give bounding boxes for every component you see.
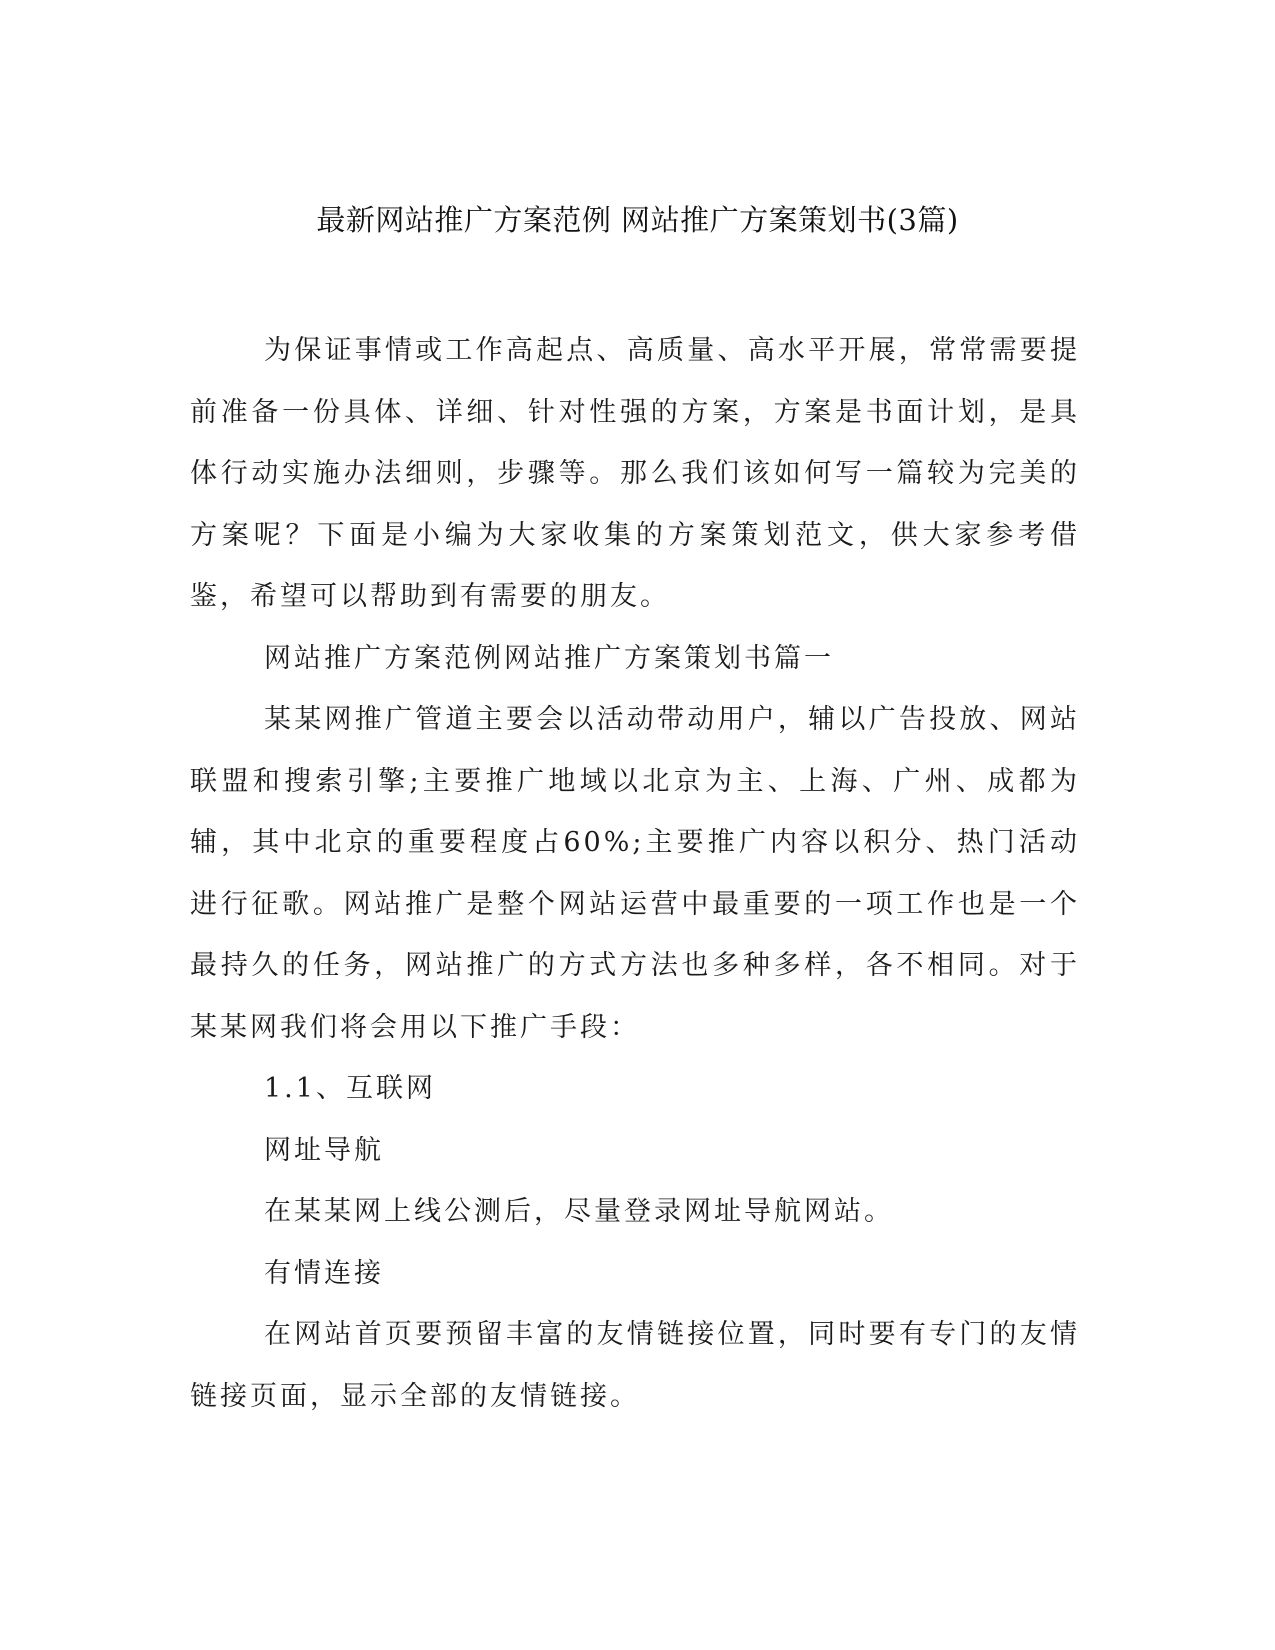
body-paragraph: 在某某网上线公测后，尽量登录网址导航网站。	[264, 1196, 894, 1227]
body-paragraph: 在网站首页要预留丰富的友情链接位置，同时要有专门的友情链接页面，显示全部的友情链接。	[190, 1319, 1080, 1412]
section-heading: 网站推广方案范例网站推广方案策划书篇一	[264, 642, 834, 674]
intro-paragraph: 为保证事情或工作高起点、高质量、高水平开展，常常需要提前准备一份具体、详细、针对性强的方案，方案是书面计划，是具体行动实施办法细则，步骤等。那么我们该如何写一篇较为完美的方案呢？下面是小编为大家收集的方案策划范文，供大家参考借鉴，希望可以帮助到有需要的朋友。	[190, 335, 1080, 612]
document-title: 最新网站推广方案范例 网站推广方案策划书(3篇)	[316, 203, 959, 237]
item-heading: 网址导航	[264, 1134, 384, 1166]
item-heading: 有情连接	[264, 1257, 384, 1289]
document-body	[190, 320, 1080, 1427]
body-paragraph: 某某网推广管道主要会以活动带动用户，辅以广告投放、网站联盟和搜索引擎;主要推广地域以北京为主、上海、广州、成都为辅，其中北京的重要程度占60%;主要推广内容以积分、热门活动进行征歌。网站推广是整个网站运营中最重要的一项工作也是一个最持久的任务，网站推广的方式方法也多种多样，各不相同。对于某某网我们将会用以下推广手段：	[190, 704, 1080, 1043]
subsection-heading: 1.1、互联网	[264, 1073, 436, 1104]
